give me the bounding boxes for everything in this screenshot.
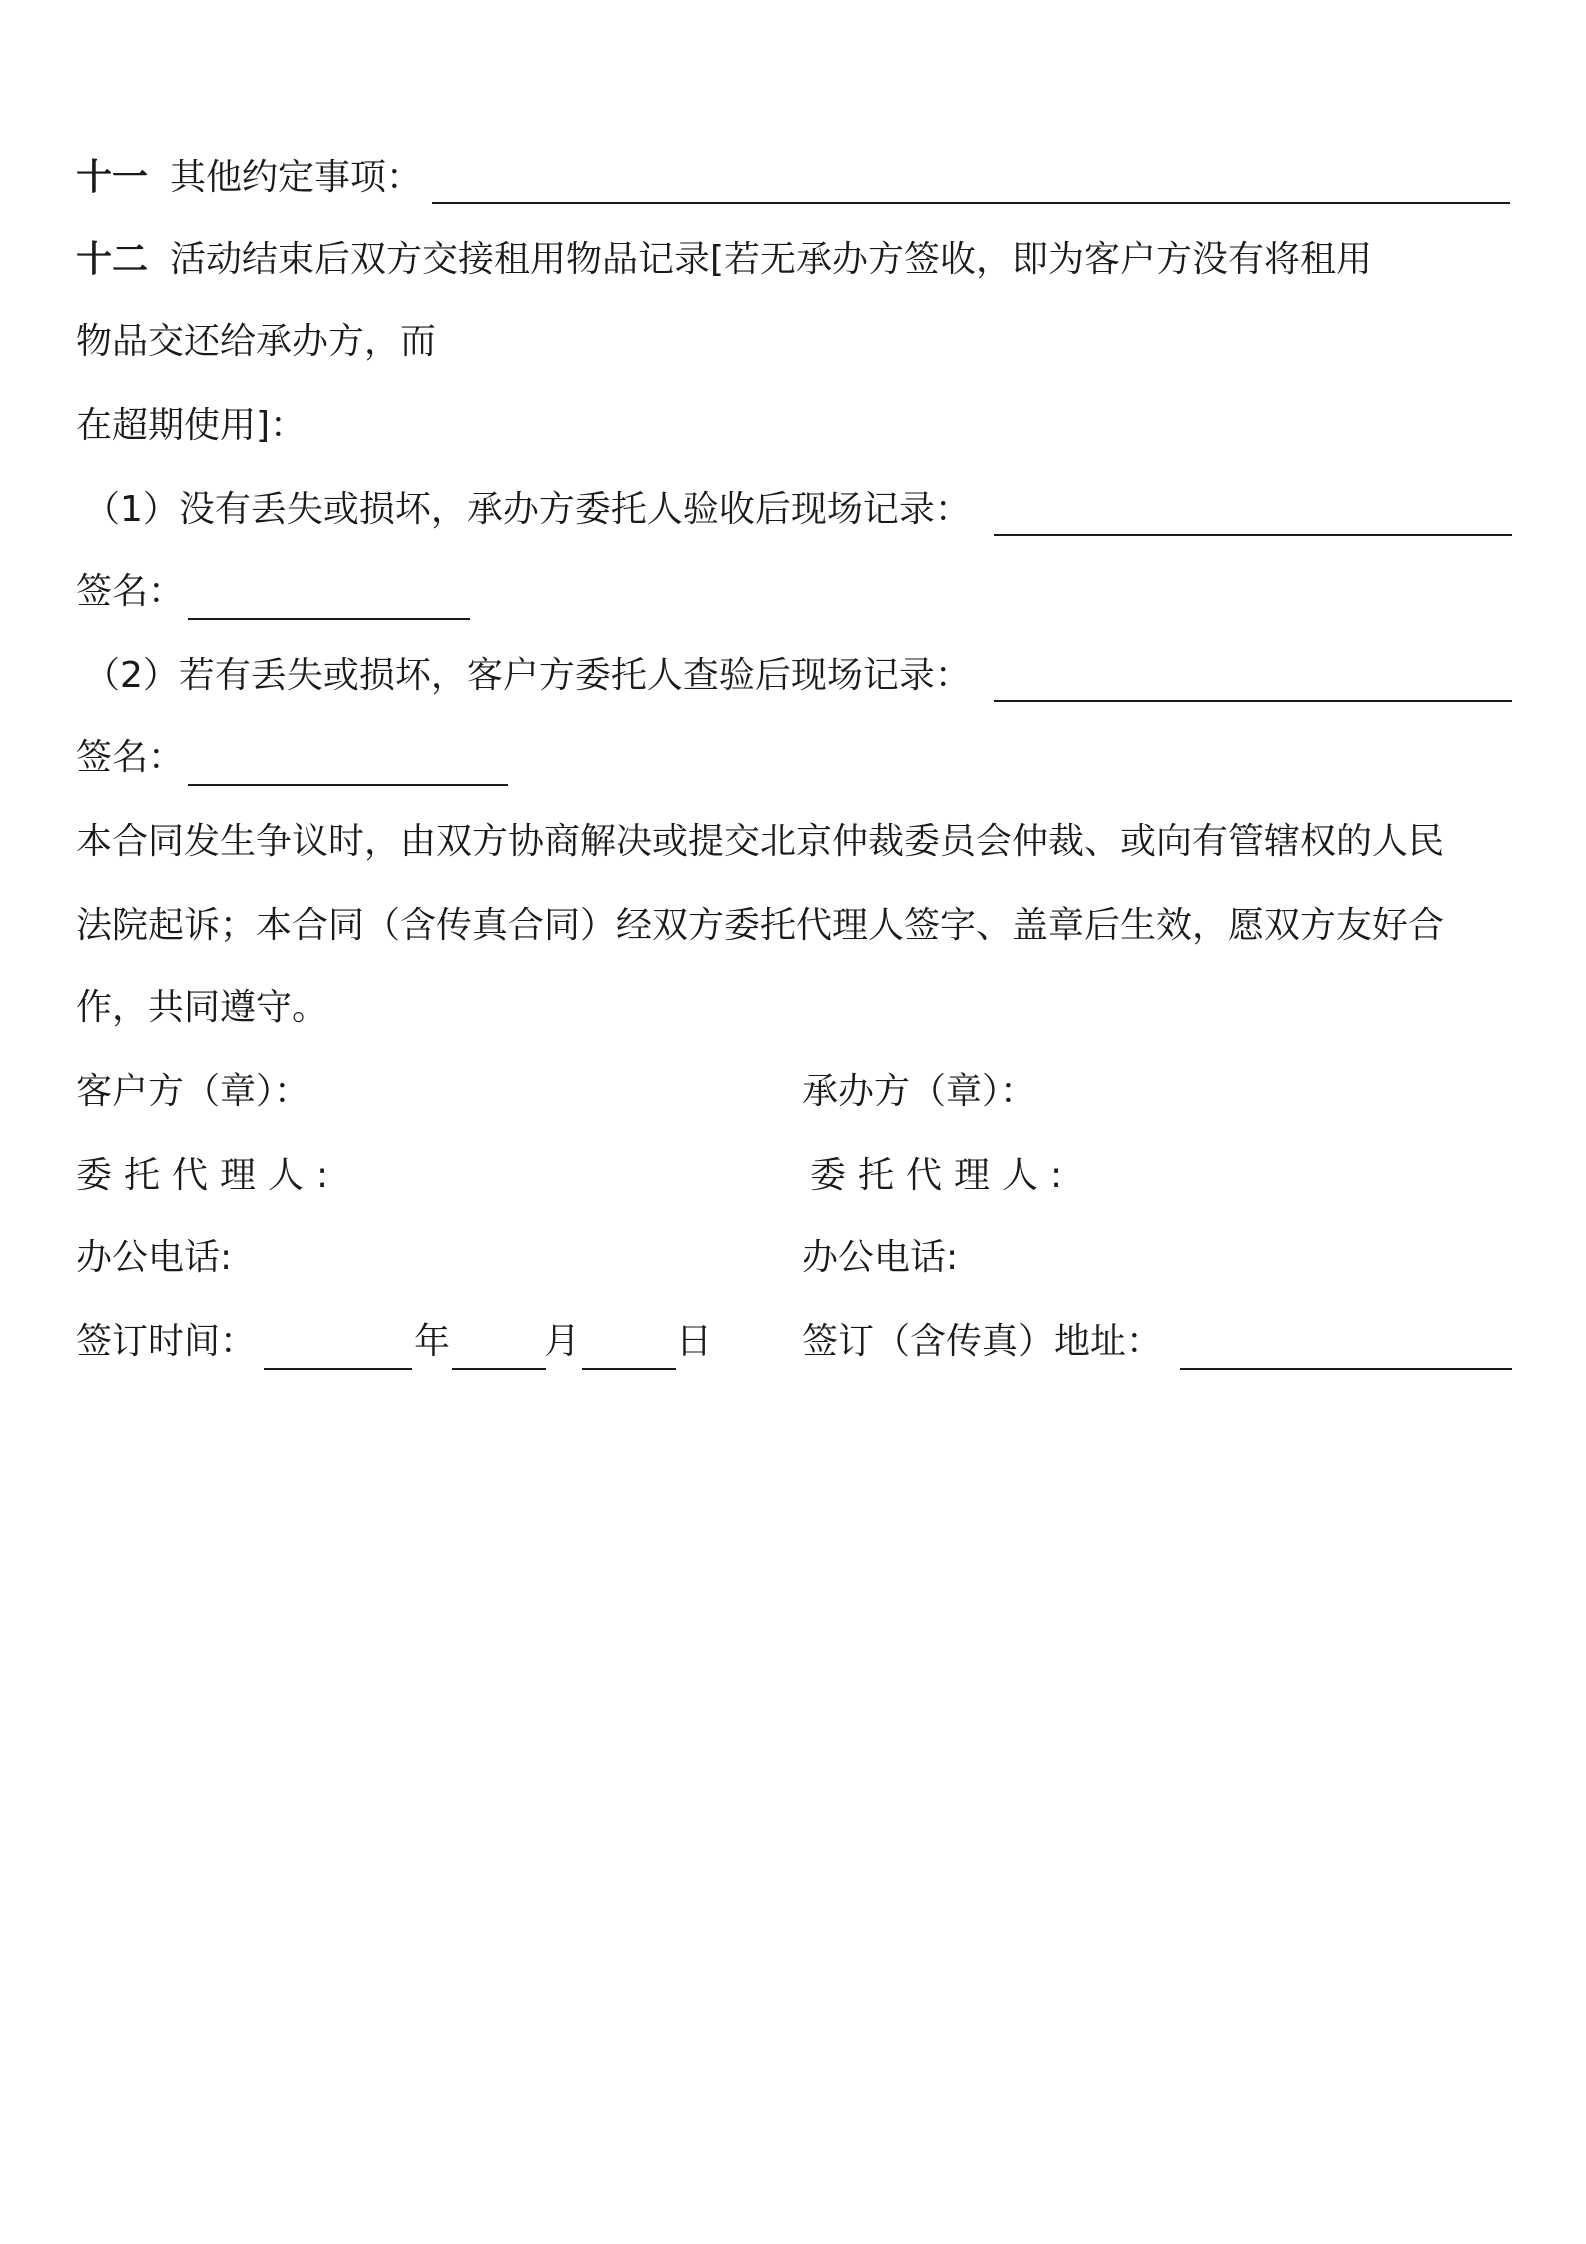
year-label: 年 xyxy=(414,1321,451,1362)
dispute-line-1: 本合同发生争议时，由双方协商解决或提交北京仲裁委员会仲裁、或向有管辖权的人民 xyxy=(76,821,1445,862)
clause-11-number: 十一 xyxy=(76,157,149,198)
dispute-line-2: 法院起诉；本合同（含传真合同）经双方委托代理人签字、盖章后生效，愿双方友好合 xyxy=(76,905,1445,946)
organizer-phone-label: 办公电话: xyxy=(802,1237,959,1278)
clause-11-title: 其他约定事项： xyxy=(170,157,423,198)
clause-12-title-line3: 在超期使用]： xyxy=(76,405,307,446)
clause-12-number: 十二 xyxy=(76,239,149,280)
clause-11-fill-line xyxy=(432,202,1510,204)
address-fill-line xyxy=(1180,1368,1512,1370)
item-2-sign-line xyxy=(188,784,508,786)
clause-12-title-line1: 活动结束后双方交接租用物品记录[若无承办方签收，即为客户方没有将租用 xyxy=(170,239,1373,280)
clause-12-item-1: （1）没有丢失或损坏，承办方委托人验收后现场记录： xyxy=(84,489,971,530)
organizer-seal-label: 承办方（章）： xyxy=(802,1071,1037,1112)
day-label: 日 xyxy=(676,1321,713,1362)
month-fill-line xyxy=(452,1368,546,1370)
month-label: 月 xyxy=(544,1321,581,1362)
item-2-record-line xyxy=(994,700,1512,702)
item-1-sign-label: 签名： xyxy=(76,571,185,612)
item-2-sign-label: 签名： xyxy=(76,737,185,778)
dispute-line-3: 作，共同遵守。 xyxy=(76,987,329,1028)
item-1-sign-line xyxy=(188,618,470,620)
client-seal-label: 客户方（章）： xyxy=(76,1071,311,1112)
item-1-record-line xyxy=(994,534,1512,536)
clause-12-item-2: （2）若有丢失或损坏，客户方委托人查验后现场记录： xyxy=(84,655,971,696)
organizer-agent-label: 委托代理人: xyxy=(810,1155,1075,1196)
year-fill-line xyxy=(264,1368,412,1370)
client-agent-label: 委托代理人: xyxy=(76,1155,341,1196)
client-phone-label: 办公电话: xyxy=(76,1237,233,1278)
sign-date-label: 签订时间： xyxy=(76,1321,257,1362)
clause-12-title-line2: 物品交还给承办方，而 xyxy=(76,321,437,362)
day-fill-line xyxy=(582,1368,676,1370)
sign-address-label: 签订（含传真）地址： xyxy=(802,1321,1163,1362)
